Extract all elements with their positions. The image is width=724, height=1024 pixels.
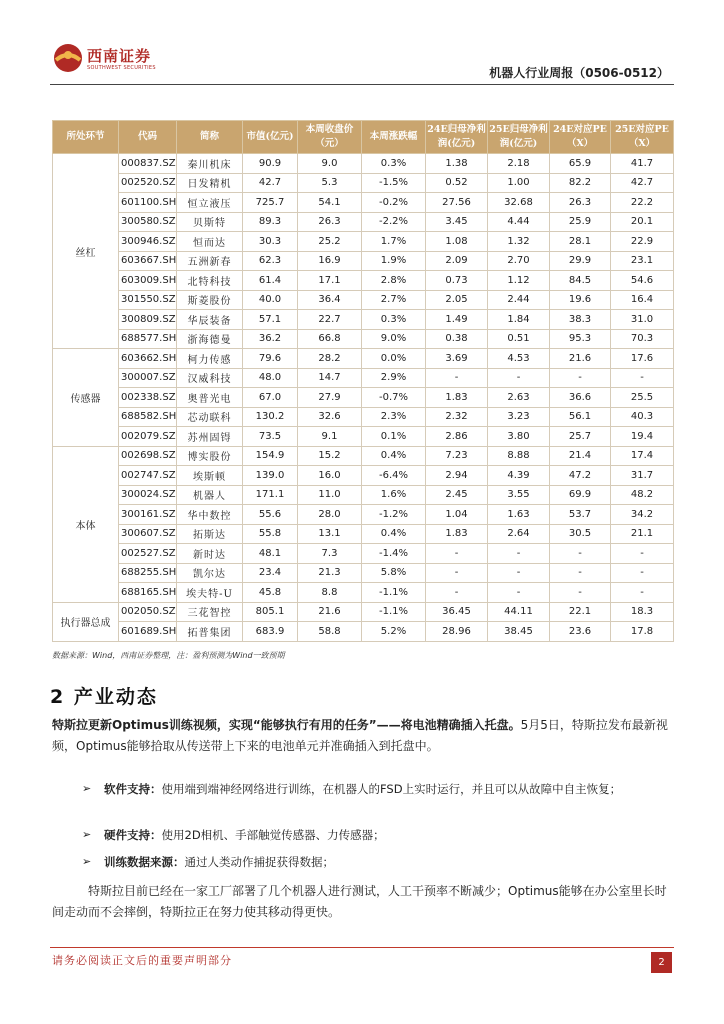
footer-divider xyxy=(50,947,674,948)
value-cell: 2.44 xyxy=(488,290,550,310)
stock-code-cell: 688582.SH xyxy=(119,407,177,427)
value-cell: 55.6 xyxy=(243,505,298,525)
value-cell: 2.86 xyxy=(426,427,488,447)
value-cell: 30.5 xyxy=(550,524,611,544)
table-row xyxy=(53,544,674,564)
table-row xyxy=(53,251,674,271)
value-cell: - xyxy=(611,563,674,583)
stock-name-cell: 贝斯特 xyxy=(177,212,243,232)
stock-name-cell: 芯动联科 xyxy=(177,407,243,427)
value-cell: 7.23 xyxy=(426,446,488,466)
value-cell: 56.1 xyxy=(550,407,611,427)
lead-headline: 特斯拉更新Optimus训练视频，实现“能够执行有用的任务”——将电池精确插入托盘。 xyxy=(52,718,521,732)
bullet-item xyxy=(82,779,676,799)
value-cell: 95.3 xyxy=(550,329,611,349)
value-cell: 31.7 xyxy=(611,466,674,486)
value-cell: 3.55 xyxy=(488,485,550,505)
value-cell: - xyxy=(488,583,550,603)
section-title: 2 产业动态 xyxy=(50,686,158,708)
value-cell: 17.1 xyxy=(298,271,362,291)
value-cell: 0.4% xyxy=(362,446,426,466)
value-cell: 0.4% xyxy=(362,524,426,544)
stock-code-cell: 300007.SZ xyxy=(119,368,177,388)
value-cell: - xyxy=(550,563,611,583)
value-cell: 2.9% xyxy=(362,368,426,388)
stock-code-cell: 300946.SZ xyxy=(119,232,177,252)
value-cell: 45.8 xyxy=(243,583,298,603)
lead-text: 5月5日，特斯拉发布最新视频，Optimus能够拾取从传送带上下来的电池单元并准确插入到托盘中。 xyxy=(52,718,668,753)
value-cell: 22.2 xyxy=(611,193,674,213)
stock-code-cell: 603009.SH xyxy=(119,271,177,291)
value-cell: 48.1 xyxy=(243,544,298,564)
value-cell: 8.8 xyxy=(298,583,362,603)
table-header-row xyxy=(53,121,674,154)
company-logo xyxy=(52,42,156,76)
value-cell: 17.4 xyxy=(611,446,674,466)
stock-name-cell: 埃斯顿 xyxy=(177,466,243,486)
page-header xyxy=(0,0,724,90)
stock-name-cell: 博实股份 xyxy=(177,446,243,466)
value-cell: 54.1 xyxy=(298,193,362,213)
header-cell: 24E对应PE（X） xyxy=(550,121,611,154)
stock-code-cell: 603662.SH xyxy=(119,349,177,369)
value-cell: 23.4 xyxy=(243,563,298,583)
value-cell: 1.49 xyxy=(426,310,488,330)
value-cell: 0.0% xyxy=(362,349,426,369)
value-cell: 0.38 xyxy=(426,329,488,349)
value-cell: 16.0 xyxy=(298,466,362,486)
value-cell: 2.32 xyxy=(426,407,488,427)
header-cell: 市值(亿元) xyxy=(243,121,298,154)
value-cell: 1.12 xyxy=(488,271,550,291)
table-row xyxy=(53,485,674,505)
value-cell: 70.3 xyxy=(611,329,674,349)
value-cell: -0.2% xyxy=(362,193,426,213)
stock-code-cell: 603667.SH xyxy=(119,251,177,271)
value-cell: 27.56 xyxy=(426,193,488,213)
value-cell: - xyxy=(426,368,488,388)
bullet-item xyxy=(82,852,676,872)
table-body xyxy=(53,154,674,642)
value-cell: 2.64 xyxy=(488,524,550,544)
value-cell: 1.9% xyxy=(362,251,426,271)
stock-code-cell: 002338.SZ xyxy=(119,388,177,408)
value-cell: 28.1 xyxy=(550,232,611,252)
value-cell: - xyxy=(426,544,488,564)
value-cell: - xyxy=(550,368,611,388)
value-cell: 53.7 xyxy=(550,505,611,525)
value-cell: 2.7% xyxy=(362,290,426,310)
segment-cell: 本体 xyxy=(53,446,119,602)
table-row xyxy=(53,173,674,193)
table-source-note: 数据来源：Wind，西南证券整理，注：盈利预测为Wind一致预期 xyxy=(52,651,285,660)
value-cell: 38.45 xyxy=(488,622,550,642)
value-cell: 1.38 xyxy=(426,154,488,174)
table-row xyxy=(53,232,674,252)
bullet-item xyxy=(82,825,676,845)
value-cell: 17.6 xyxy=(611,349,674,369)
value-cell: - xyxy=(611,544,674,564)
segment-cell: 执行器总成 xyxy=(53,602,119,641)
value-cell: - xyxy=(426,583,488,603)
value-cell: 2.05 xyxy=(426,290,488,310)
value-cell: 36.6 xyxy=(550,388,611,408)
value-cell: 22.7 xyxy=(298,310,362,330)
report-title: 机器人行业周报（0506-0512） xyxy=(489,66,669,80)
value-cell: 683.9 xyxy=(243,622,298,642)
value-cell: 21.6 xyxy=(298,602,362,622)
value-cell: 154.9 xyxy=(243,446,298,466)
value-cell: -1.1% xyxy=(362,602,426,622)
value-cell: 16.9 xyxy=(298,251,362,271)
header-cell: 25E归母净利润(亿元) xyxy=(488,121,550,154)
stock-name-cell: 机器人 xyxy=(177,485,243,505)
header-cell: 代码 xyxy=(119,121,177,154)
value-cell: -2.2% xyxy=(362,212,426,232)
table-row xyxy=(53,524,674,544)
value-cell: 89.3 xyxy=(243,212,298,232)
value-cell: 1.08 xyxy=(426,232,488,252)
stock-code-cell: 002527.SZ xyxy=(119,544,177,564)
value-cell: 18.3 xyxy=(611,602,674,622)
value-cell: 34.2 xyxy=(611,505,674,525)
value-cell: 29.9 xyxy=(550,251,611,271)
stock-code-cell: 300580.SZ xyxy=(119,212,177,232)
bullet-label: 硬件支持： xyxy=(104,828,162,842)
value-cell: 48.2 xyxy=(611,485,674,505)
table-row xyxy=(53,154,674,174)
value-cell: 2.8% xyxy=(362,271,426,291)
disclaimer-note: 请务必阅读正文后的重要声明部分 xyxy=(52,954,232,967)
value-cell: 32.68 xyxy=(488,193,550,213)
stock-code-cell: 002698.SZ xyxy=(119,446,177,466)
value-cell: 1.84 xyxy=(488,310,550,330)
value-cell: 41.7 xyxy=(611,154,674,174)
value-cell: 725.7 xyxy=(243,193,298,213)
logo-text-en: SOUTHWEST SECURITIES xyxy=(87,65,156,71)
value-cell: 67.0 xyxy=(243,388,298,408)
header-cell: 简称 xyxy=(177,121,243,154)
value-cell: 79.6 xyxy=(243,349,298,369)
value-cell: 0.73 xyxy=(426,271,488,291)
stock-valuation-table xyxy=(52,120,674,642)
stock-code-cell: 601100.SH xyxy=(119,193,177,213)
value-cell: - xyxy=(550,583,611,603)
stock-name-cell: 柯力传感 xyxy=(177,349,243,369)
value-cell: 2.63 xyxy=(488,388,550,408)
value-cell: 0.3% xyxy=(362,310,426,330)
header-cell: 所处环节 xyxy=(53,121,119,154)
value-cell: 26.3 xyxy=(298,212,362,232)
lead-paragraph xyxy=(52,715,676,757)
value-cell: 23.1 xyxy=(611,251,674,271)
value-cell: 1.83 xyxy=(426,524,488,544)
stock-name-cell: 北特科技 xyxy=(177,271,243,291)
stock-code-cell: 000837.SZ xyxy=(119,154,177,174)
value-cell: 48.0 xyxy=(243,368,298,388)
bullet-text: 使用端到端神经网络进行训练，在机器人的FSD上实时运行，并且可以从故障中自主恢复； xyxy=(161,782,622,796)
arrow-bullet-icon: ➢ xyxy=(82,828,92,841)
value-cell: 65.9 xyxy=(550,154,611,174)
value-cell: 9.0% xyxy=(362,329,426,349)
value-cell: 16.4 xyxy=(611,290,674,310)
value-cell: 9.1 xyxy=(298,427,362,447)
stock-name-cell: 汉威科技 xyxy=(177,368,243,388)
value-cell: 171.1 xyxy=(243,485,298,505)
value-cell: 4.44 xyxy=(488,212,550,232)
header-cell: 24E归母净利润(亿元) xyxy=(426,121,488,154)
table-row xyxy=(53,427,674,447)
value-cell: 1.6% xyxy=(362,485,426,505)
stock-code-cell: 300607.SZ xyxy=(119,524,177,544)
value-cell: 9.0 xyxy=(298,154,362,174)
value-cell: 42.7 xyxy=(611,173,674,193)
stock-code-cell: 300024.SZ xyxy=(119,485,177,505)
value-cell: 40.0 xyxy=(243,290,298,310)
value-cell: 25.2 xyxy=(298,232,362,252)
stock-name-cell: 奥普光电 xyxy=(177,388,243,408)
value-cell: 130.2 xyxy=(243,407,298,427)
value-cell: 36.45 xyxy=(426,602,488,622)
closing-paragraph: 特斯拉目前已经在一家工厂部署了几个机器人进行测试，人工干预率不断减少；Optimus能够在办公室里长时间走动而不会摔倒，特斯拉正在努力使其移动得更快。 xyxy=(52,884,667,919)
value-cell: 90.9 xyxy=(243,154,298,174)
value-cell: 19.6 xyxy=(550,290,611,310)
stock-name-cell: 三花智控 xyxy=(177,602,243,622)
value-cell: 0.1% xyxy=(362,427,426,447)
stock-code-cell: 002079.SZ xyxy=(119,427,177,447)
value-cell: 3.69 xyxy=(426,349,488,369)
stock-code-cell: 688577.SH xyxy=(119,329,177,349)
stock-code-cell: 301550.SZ xyxy=(119,290,177,310)
bullet-label: 软件支持： xyxy=(104,782,162,796)
value-cell: 23.6 xyxy=(550,622,611,642)
value-cell: 84.5 xyxy=(550,271,611,291)
arrow-bullet-icon: ➢ xyxy=(82,782,92,795)
value-cell: -1.1% xyxy=(362,583,426,603)
value-cell: 5.3 xyxy=(298,173,362,193)
segment-cell: 传感器 xyxy=(53,349,119,447)
value-cell: - xyxy=(488,544,550,564)
value-cell: 3.45 xyxy=(426,212,488,232)
value-cell: 57.1 xyxy=(243,310,298,330)
table-row xyxy=(53,446,674,466)
value-cell: 40.3 xyxy=(611,407,674,427)
value-cell: 25.7 xyxy=(550,427,611,447)
value-cell: 38.3 xyxy=(550,310,611,330)
value-cell: 28.0 xyxy=(298,505,362,525)
value-cell: 25.9 xyxy=(550,212,611,232)
value-cell: 13.1 xyxy=(298,524,362,544)
value-cell: 0.51 xyxy=(488,329,550,349)
logo-emblem-icon xyxy=(52,42,84,74)
value-cell: - xyxy=(488,368,550,388)
value-cell: 14.7 xyxy=(298,368,362,388)
value-cell: 28.2 xyxy=(298,349,362,369)
value-cell: 21.4 xyxy=(550,446,611,466)
table-row xyxy=(53,407,674,427)
value-cell: 27.9 xyxy=(298,388,362,408)
value-cell: 4.39 xyxy=(488,466,550,486)
table-row xyxy=(53,388,674,408)
value-cell: -1.2% xyxy=(362,505,426,525)
stock-code-cell: 002747.SZ xyxy=(119,466,177,486)
table-row xyxy=(53,310,674,330)
header-cell: 本周收盘价（元） xyxy=(298,121,362,154)
value-cell: 21.1 xyxy=(611,524,674,544)
value-cell: 82.2 xyxy=(550,173,611,193)
stock-name-cell: 新时达 xyxy=(177,544,243,564)
table-row xyxy=(53,583,674,603)
table-row xyxy=(53,368,674,388)
arrow-bullet-icon: ➢ xyxy=(82,855,92,868)
value-cell: 2.3% xyxy=(362,407,426,427)
value-cell: 5.8% xyxy=(362,563,426,583)
value-cell: 15.2 xyxy=(298,446,362,466)
value-cell: 17.8 xyxy=(611,622,674,642)
logo-text-cn: 西南证券 xyxy=(87,47,152,65)
stock-name-cell: 华辰装备 xyxy=(177,310,243,330)
value-cell: 28.96 xyxy=(426,622,488,642)
value-cell: 30.3 xyxy=(243,232,298,252)
stock-code-cell: 002050.SZ xyxy=(119,602,177,622)
value-cell: 36.2 xyxy=(243,329,298,349)
value-cell: 21.6 xyxy=(550,349,611,369)
stock-code-cell: 300161.SZ xyxy=(119,505,177,525)
value-cell: 8.88 xyxy=(488,446,550,466)
segment-cell: 丝杠 xyxy=(53,154,119,349)
value-cell: - xyxy=(426,563,488,583)
value-cell: 31.0 xyxy=(611,310,674,330)
value-cell: 36.4 xyxy=(298,290,362,310)
value-cell: 42.7 xyxy=(243,173,298,193)
table-row xyxy=(53,271,674,291)
value-cell: 69.9 xyxy=(550,485,611,505)
value-cell: 44.11 xyxy=(488,602,550,622)
bullet-label: 训练数据来源： xyxy=(104,855,185,869)
stock-name-cell: 恒立液压 xyxy=(177,193,243,213)
stock-name-cell: 拓斯达 xyxy=(177,524,243,544)
value-cell: 5.2% xyxy=(362,622,426,642)
bullet-text: 通过人类动作捕捉获得数据； xyxy=(184,855,334,869)
value-cell: 47.2 xyxy=(550,466,611,486)
value-cell: 1.63 xyxy=(488,505,550,525)
value-cell: 21.3 xyxy=(298,563,362,583)
table-row xyxy=(53,602,674,622)
value-cell: 4.53 xyxy=(488,349,550,369)
bullet-text: 使用2D相机、手部触觉传感器、力传感器； xyxy=(161,828,385,842)
value-cell: 2.18 xyxy=(488,154,550,174)
stock-name-cell: 华中数控 xyxy=(177,505,243,525)
value-cell: 2.45 xyxy=(426,485,488,505)
value-cell: 3.80 xyxy=(488,427,550,447)
value-cell: 1.00 xyxy=(488,173,550,193)
header-divider xyxy=(50,84,674,85)
table-row xyxy=(53,290,674,310)
value-cell: 3.23 xyxy=(488,407,550,427)
value-cell: 25.5 xyxy=(611,388,674,408)
stock-code-cell: 002520.SZ xyxy=(119,173,177,193)
stock-name-cell: 凯尔达 xyxy=(177,563,243,583)
value-cell: 1.04 xyxy=(426,505,488,525)
header-cell: 本周涨跌幅 xyxy=(362,121,426,154)
value-cell: 0.52 xyxy=(426,173,488,193)
value-cell: -1.4% xyxy=(362,544,426,564)
table-row xyxy=(53,329,674,349)
value-cell: 19.4 xyxy=(611,427,674,447)
value-cell: - xyxy=(611,583,674,603)
stock-name-cell: 埃夫特-U xyxy=(177,583,243,603)
value-cell: 2.70 xyxy=(488,251,550,271)
value-cell: -1.5% xyxy=(362,173,426,193)
stock-name-cell: 秦川机床 xyxy=(177,154,243,174)
table-row xyxy=(53,466,674,486)
stock-name-cell: 五洲新春 xyxy=(177,251,243,271)
value-cell: 62.3 xyxy=(243,251,298,271)
table-row xyxy=(53,193,674,213)
value-cell: 2.94 xyxy=(426,466,488,486)
value-cell: 139.0 xyxy=(243,466,298,486)
value-cell: 32.6 xyxy=(298,407,362,427)
stock-code-cell: 688165.SH xyxy=(119,583,177,603)
value-cell: 54.6 xyxy=(611,271,674,291)
value-cell: 7.3 xyxy=(298,544,362,564)
table-row xyxy=(53,563,674,583)
table-row xyxy=(53,212,674,232)
value-cell: 73.5 xyxy=(243,427,298,447)
value-cell: 22.9 xyxy=(611,232,674,252)
value-cell: 26.3 xyxy=(550,193,611,213)
value-cell: 1.7% xyxy=(362,232,426,252)
value-cell: -6.4% xyxy=(362,466,426,486)
value-cell: 22.1 xyxy=(550,602,611,622)
header-cell: 25E对应PE（X） xyxy=(611,121,674,154)
value-cell: -0.7% xyxy=(362,388,426,408)
page-number: 2 xyxy=(651,952,672,973)
table-row xyxy=(53,349,674,369)
stock-name-cell: 拓普集团 xyxy=(177,622,243,642)
value-cell: 11.0 xyxy=(298,485,362,505)
value-cell: - xyxy=(488,563,550,583)
stock-name-cell: 斯菱股份 xyxy=(177,290,243,310)
value-cell: 2.09 xyxy=(426,251,488,271)
value-cell: - xyxy=(611,368,674,388)
table-row xyxy=(53,622,674,642)
stock-name-cell: 恒而达 xyxy=(177,232,243,252)
value-cell: 0.3% xyxy=(362,154,426,174)
stock-name-cell: 日发精机 xyxy=(177,173,243,193)
stock-code-cell: 300809.SZ xyxy=(119,310,177,330)
stock-code-cell: 688255.SH xyxy=(119,563,177,583)
value-cell: 20.1 xyxy=(611,212,674,232)
value-cell: 1.83 xyxy=(426,388,488,408)
table-row xyxy=(53,505,674,525)
value-cell: 55.8 xyxy=(243,524,298,544)
value-cell: 66.8 xyxy=(298,329,362,349)
value-cell: 805.1 xyxy=(243,602,298,622)
value-cell: 1.32 xyxy=(488,232,550,252)
stock-code-cell: 601689.SH xyxy=(119,622,177,642)
value-cell: 58.8 xyxy=(298,622,362,642)
stock-name-cell: 苏州固锝 xyxy=(177,427,243,447)
stock-name-cell: 浙海德曼 xyxy=(177,329,243,349)
value-cell: - xyxy=(550,544,611,564)
value-cell: 61.4 xyxy=(243,271,298,291)
